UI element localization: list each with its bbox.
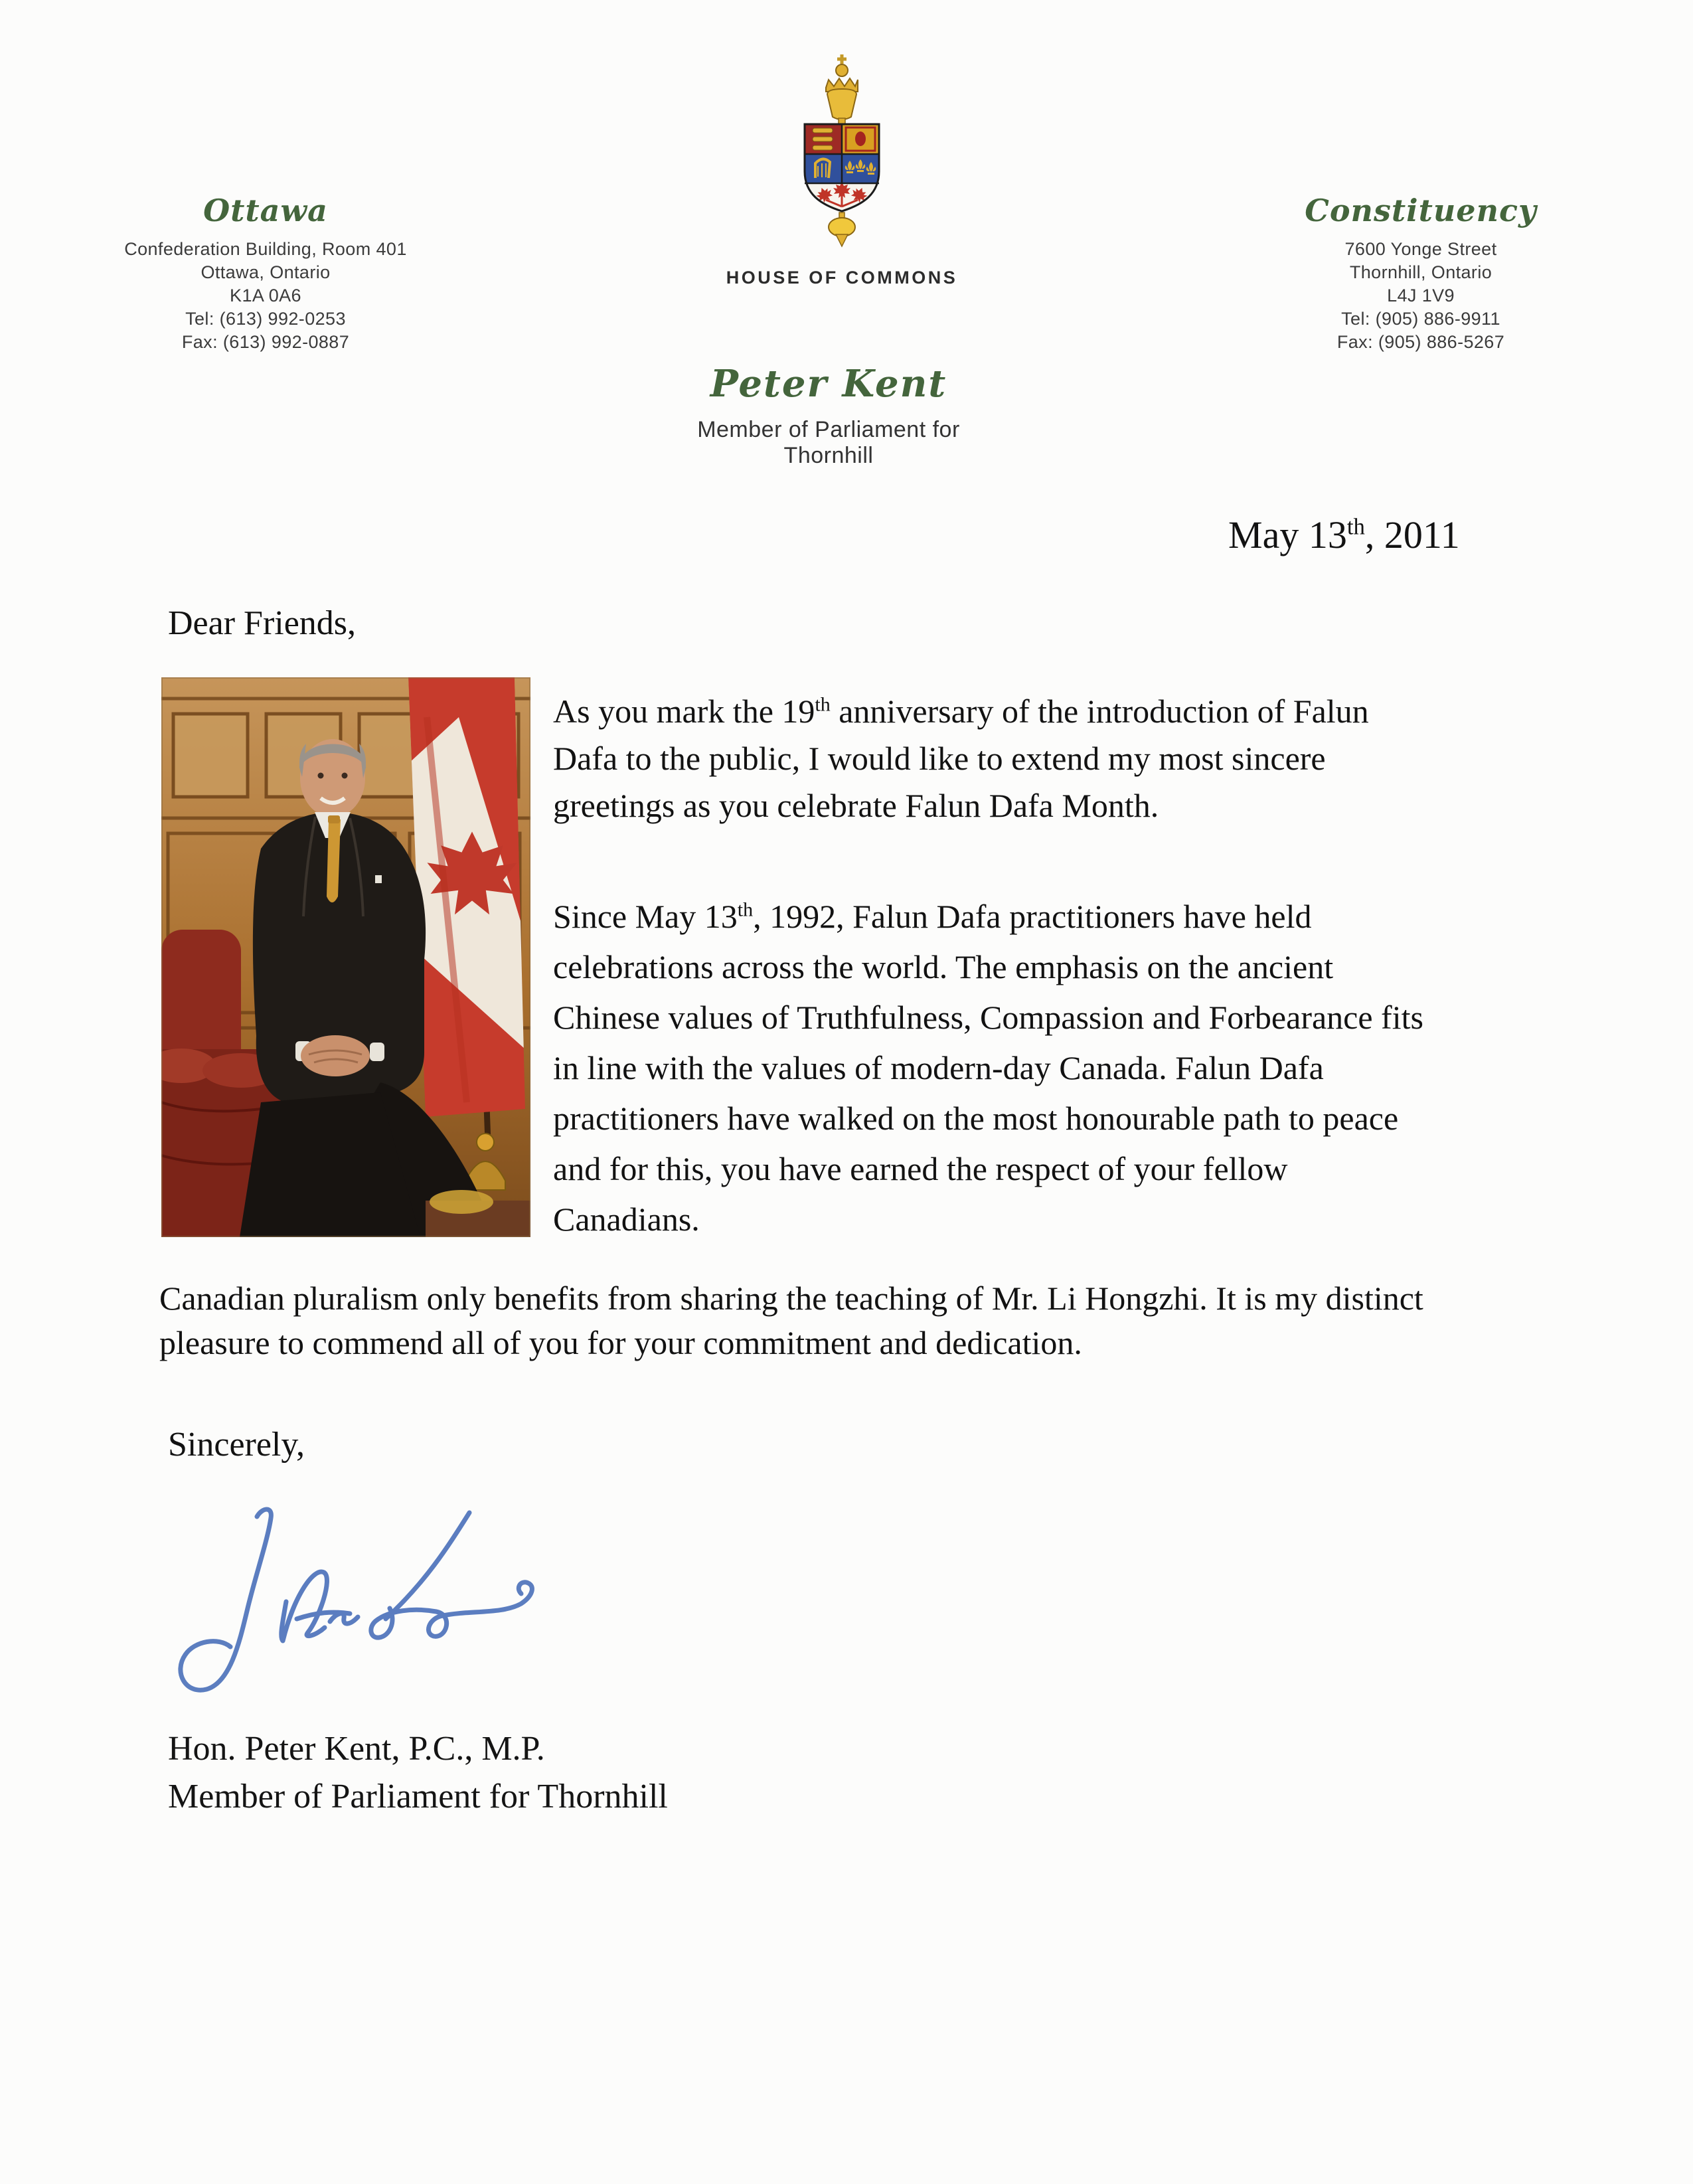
ottawa-address-block xyxy=(93,193,438,354)
ottawa-title: Ottawa xyxy=(203,193,328,228)
paragraph-1: As you mark the 19th anniversary of the introduction of Falun Dafa to the public, I would like to extend my most sincere greetings as you celebrate Falun Dafa Month. xyxy=(553,693,1369,824)
mace-cross-icon xyxy=(837,54,846,64)
constituency-address-block xyxy=(1248,193,1593,354)
signer-block xyxy=(168,1725,668,1821)
signer-name: Hon. Peter Kent, P.C., M.P. xyxy=(168,1730,545,1768)
member-name: Peter Kent xyxy=(710,362,947,406)
ottawa-line-2: Ottawa, Ontario xyxy=(201,262,331,282)
ottawa-line-5: Fax: (613) 992-0887 xyxy=(181,332,350,352)
constituency-title: Constituency xyxy=(1305,193,1537,228)
lapel-pin xyxy=(375,875,382,883)
constituency-line-3: L4J 1V9 xyxy=(1387,286,1455,305)
mace-finial-icon xyxy=(829,218,855,236)
member-role: Member of Parliament for Thornhill xyxy=(697,417,960,468)
ottawa-line-1: Confederation Building, Room 401 xyxy=(124,239,407,259)
house-of-commons-label: HOUSE OF COMMONS xyxy=(726,268,958,288)
clasped-hands xyxy=(301,1035,370,1076)
closing: Sincerely, xyxy=(168,1426,305,1464)
house-of-commons-crest-icon xyxy=(756,53,928,249)
constituency-line-2: Thornhill, Ontario xyxy=(1349,262,1492,282)
constituency-line-1: 7600 Yonge Street xyxy=(1344,239,1497,259)
constituency-line-5: Fax: (905) 886-5267 xyxy=(1336,332,1505,352)
salutation: Dear Friends, xyxy=(168,604,357,642)
gold-table-base xyxy=(430,1190,493,1214)
constituency-line-4: Tel: (905) 886-9911 xyxy=(1341,309,1500,329)
canada-flag xyxy=(408,677,525,1117)
peter-kent-photo xyxy=(161,677,530,1237)
ottawa-line-4: Tel: (613) 992-0253 xyxy=(185,309,346,329)
ottawa-line-3: K1A 0A6 xyxy=(230,286,301,305)
mace-orb-icon xyxy=(836,64,848,76)
paragraph-3: Canadian pluralism only benefits from sharing the teaching of Mr. Li Hongzhi. It is my distinct pleasure to commend all of you for your commitment and dedication. xyxy=(159,1280,1423,1361)
signature xyxy=(156,1487,568,1717)
signer-role: Member of Parliament for Thornhill xyxy=(168,1778,668,1815)
paragraph-2: Since May 13th, 1992, Falun Dafa practitioners have held celebrations across the world. The emphasis on the ancient Chinese values of Truthfulness, Compassion and Forbearance fits in line with the values of modern-day Canada. Falun Dafa practitioners have walked on the most honourable path to peace and for this, you have earned the respect of your fellow Canadians. xyxy=(553,898,1423,1238)
mace-head-icon xyxy=(827,89,856,120)
letter-date: May 13th, 2011 xyxy=(1228,513,1460,556)
